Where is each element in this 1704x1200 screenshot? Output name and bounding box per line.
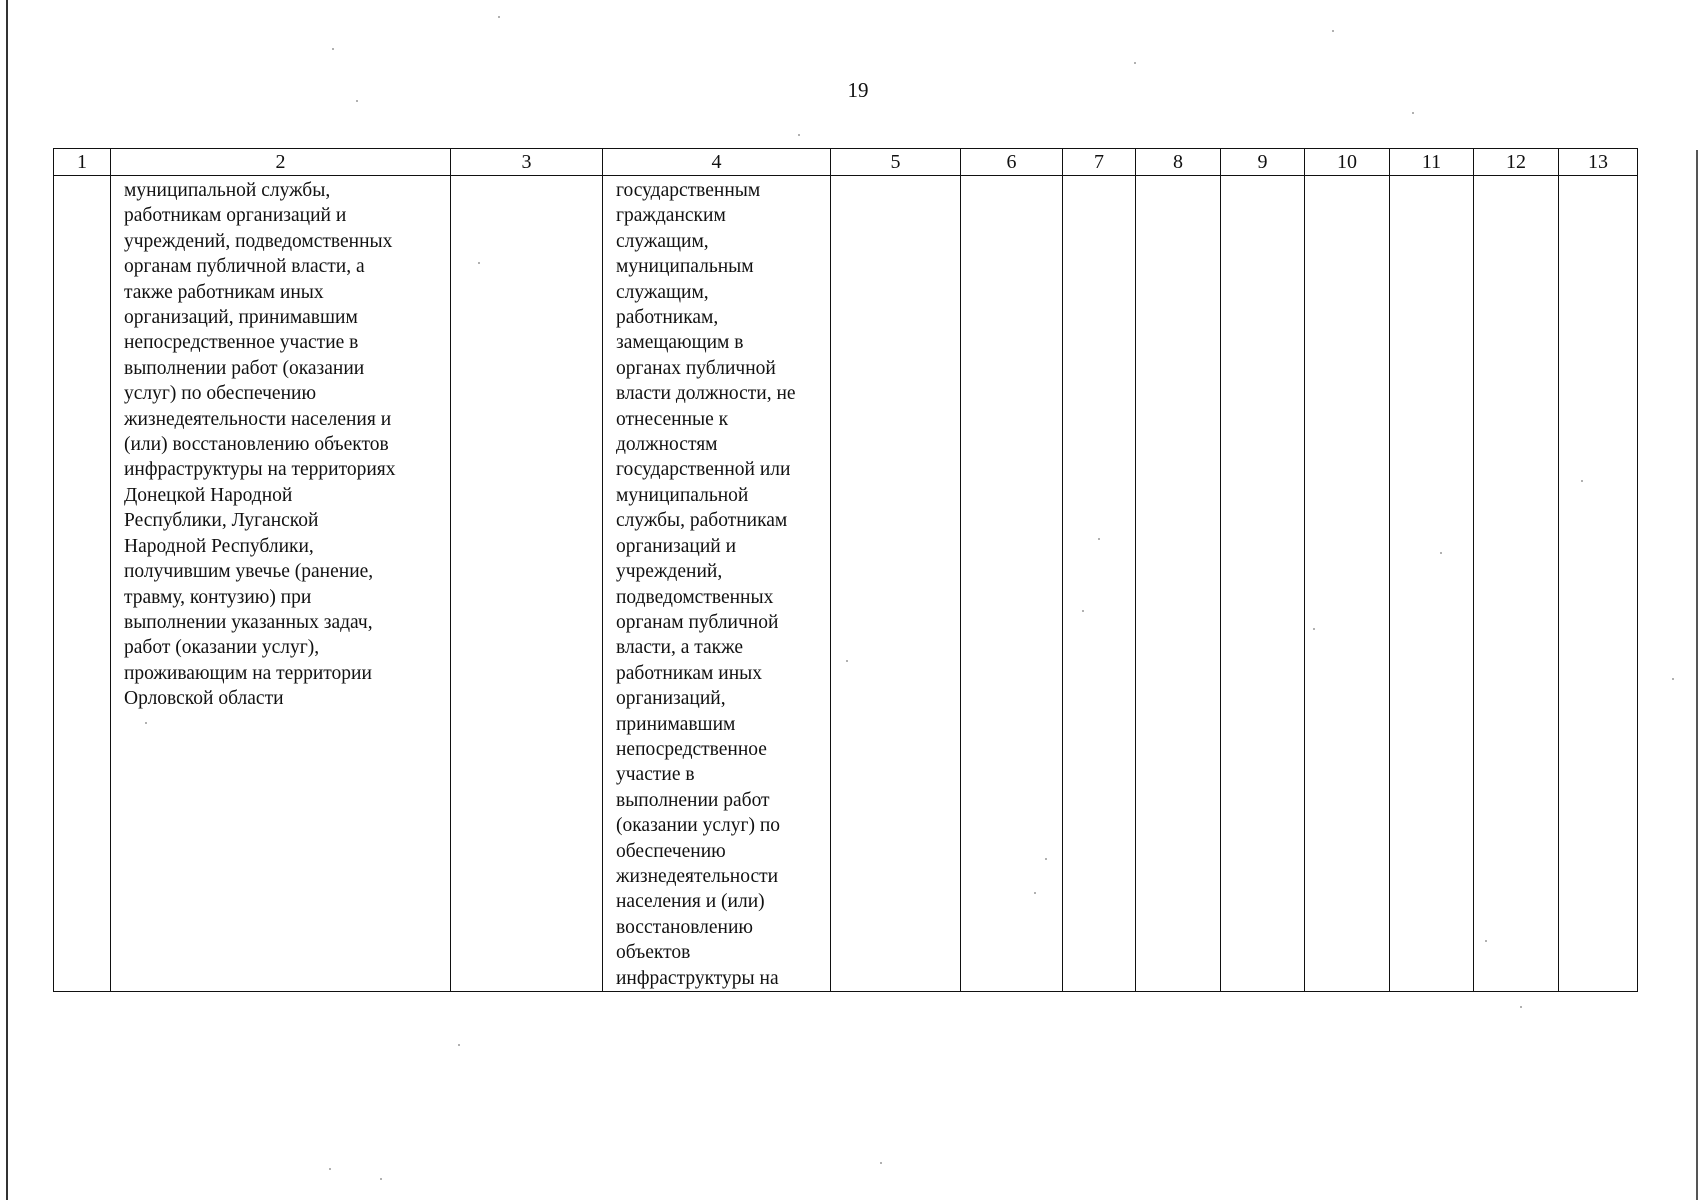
scan-speck bbox=[1581, 480, 1583, 482]
scan-speck bbox=[1520, 1006, 1522, 1008]
cell-text bbox=[1063, 176, 1135, 178]
cell-text bbox=[831, 176, 960, 178]
table-cell-col13 bbox=[1559, 176, 1638, 992]
column-header: 9 bbox=[1221, 149, 1305, 176]
scan-speck bbox=[380, 1178, 382, 1180]
table-cell-col3 bbox=[451, 176, 603, 992]
scan-speck bbox=[332, 48, 334, 50]
scan-speck bbox=[1440, 552, 1442, 554]
table-cell-col6 bbox=[961, 176, 1063, 992]
column-header: 5 bbox=[831, 149, 961, 176]
scan-speck bbox=[1082, 610, 1084, 612]
table-cell-col10 bbox=[1305, 176, 1390, 992]
cell-text bbox=[451, 176, 602, 178]
column-header: 6 bbox=[961, 149, 1063, 176]
column-header: 13 bbox=[1559, 149, 1638, 176]
cell-text bbox=[1305, 176, 1389, 178]
table-row bbox=[54, 176, 1638, 992]
page-number: 19 bbox=[847, 78, 869, 102]
table-cell-col11 bbox=[1390, 176, 1474, 992]
table-cell-col9 bbox=[1221, 176, 1305, 992]
table-cell-col8 bbox=[1136, 176, 1221, 992]
scan-edge-left bbox=[6, 0, 8, 1200]
column-header: 4 bbox=[603, 149, 831, 176]
scan-speck bbox=[846, 660, 848, 662]
scan-speck bbox=[1672, 678, 1674, 680]
table-cell-col4 bbox=[603, 176, 831, 992]
scan-speck bbox=[1313, 628, 1315, 630]
column-header: 7 bbox=[1063, 149, 1136, 176]
table-cell-col5 bbox=[831, 176, 961, 992]
cell-text bbox=[1390, 176, 1473, 178]
table-cell-col7 bbox=[1063, 176, 1136, 992]
scan-speck bbox=[880, 1162, 882, 1164]
scan-speck bbox=[1034, 892, 1036, 894]
document-table bbox=[53, 148, 1638, 992]
cell-text: муниципальной службы, работникам организаций и учреждений, подведомственных органам публичной власти, а также работникам иных организаций, принимавшим непосредственное участие в выполнении работ (оказании услуг) по обеспечению жизнедеятельности населения и (или) восстановлению объектов инфраструктуры на территориях Донецкой Народной Республики, Луганской Народной Республики, получившим увечье (ранение, травму, контузию) при выполнении указанных задач, работ (оказании услуг), проживающим на территории Орловской области bbox=[124, 180, 396, 710]
column-header: 10 bbox=[1305, 149, 1390, 176]
column-header: 1 bbox=[54, 149, 111, 176]
table-header-row bbox=[54, 149, 1638, 176]
cell-text bbox=[54, 176, 110, 178]
scan-speck bbox=[1412, 112, 1414, 114]
scan-speck bbox=[329, 1168, 331, 1170]
scan-speck bbox=[1332, 30, 1334, 32]
scan-speck bbox=[1098, 538, 1100, 540]
column-header: 3 bbox=[451, 149, 603, 176]
table-cell-col1 bbox=[54, 176, 111, 992]
cell-text bbox=[1136, 176, 1220, 178]
table-cell-col2 bbox=[111, 176, 451, 992]
scan-edge-right bbox=[1696, 150, 1698, 1200]
column-header: 8 bbox=[1136, 149, 1221, 176]
column-header: 11 bbox=[1390, 149, 1474, 176]
scan-speck bbox=[1485, 940, 1487, 942]
table-cell-col12 bbox=[1474, 176, 1559, 992]
scan-speck bbox=[1045, 858, 1047, 860]
scan-speck bbox=[356, 100, 358, 102]
scan-speck bbox=[798, 134, 800, 136]
cell-text bbox=[1559, 176, 1637, 178]
scan-speck bbox=[1134, 62, 1136, 64]
cell-text bbox=[1221, 176, 1304, 178]
scan-speck bbox=[458, 1044, 460, 1046]
column-header: 12 bbox=[1474, 149, 1559, 176]
column-header: 2 bbox=[111, 149, 451, 176]
scan-speck bbox=[478, 262, 480, 264]
scan-speck bbox=[498, 16, 500, 18]
scan-speck bbox=[145, 722, 147, 724]
cell-text bbox=[1474, 176, 1558, 178]
cell-text bbox=[961, 176, 1062, 178]
cell-text: государственным гражданским служащим, муниципальным служащим, работникам, замещающим в органах публичной власти должности, не отнесенные к должностям государственной или муниципальной службы, работникам организаций и учреждений, подведомственных органам публичной власти, а также работникам иных организаций, принимавшим непосредственное участие в выполнении работ (оказании услуг) по обеспечению жизнедеятельности населения и (или) восстановлению объектов инфраструктуры на bbox=[616, 180, 796, 989]
